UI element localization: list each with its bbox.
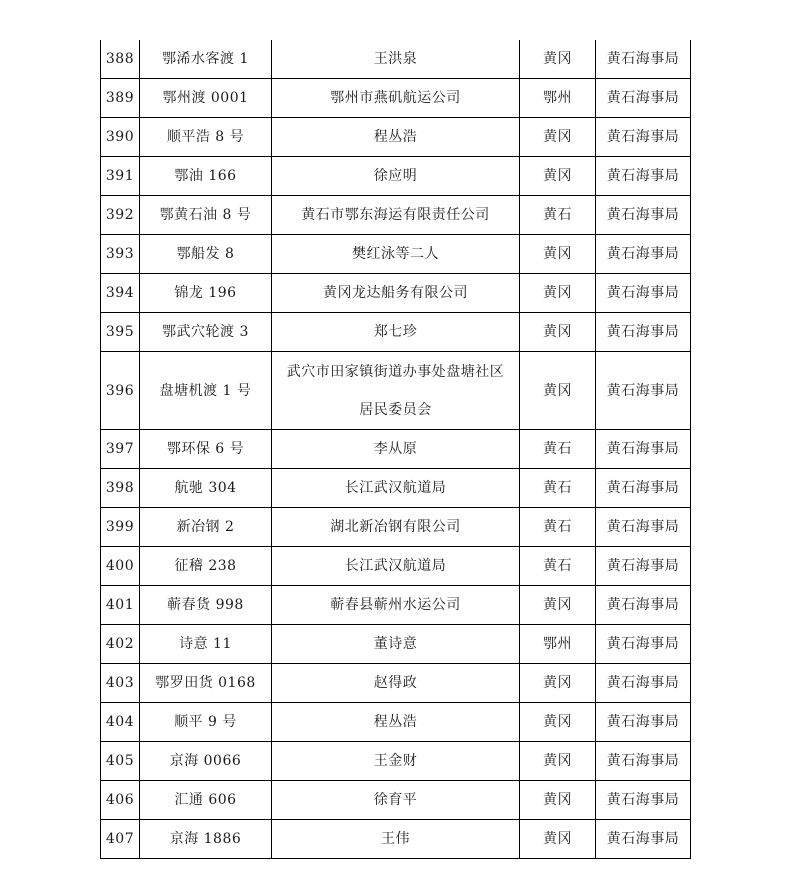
authority: 黄石海事局 bbox=[596, 547, 691, 586]
owner-name: 程丛浩 bbox=[272, 703, 520, 742]
table-row bbox=[101, 820, 691, 859]
row-number: 406 bbox=[101, 781, 140, 820]
ship-name: 顺平浩 8 号 bbox=[140, 118, 272, 157]
table-row bbox=[101, 196, 691, 235]
authority: 黄石海事局 bbox=[596, 157, 691, 196]
ship-name: 锦龙 196 bbox=[140, 274, 272, 313]
owner-name: 李从原 bbox=[272, 430, 520, 469]
owner-name: 鄂州市燕矶航运公司 bbox=[272, 79, 520, 118]
table-row bbox=[101, 469, 691, 508]
table-row bbox=[101, 352, 691, 430]
table-row bbox=[101, 79, 691, 118]
ship-name: 盘塘机渡 1 号 bbox=[140, 352, 272, 430]
authority: 黄石海事局 bbox=[596, 742, 691, 781]
ship-name: 鄂环保 6 号 bbox=[140, 430, 272, 469]
owner-name: 黄石市鄂东海运有限责任公司 bbox=[272, 196, 520, 235]
table-row bbox=[101, 157, 691, 196]
row-number: 396 bbox=[101, 352, 140, 430]
region: 鄂州 bbox=[520, 79, 596, 118]
authority: 黄石海事局 bbox=[596, 118, 691, 157]
table-row bbox=[101, 40, 691, 79]
region: 黄石 bbox=[520, 430, 596, 469]
row-number: 404 bbox=[101, 703, 140, 742]
row-number: 402 bbox=[101, 625, 140, 664]
region: 黄冈 bbox=[520, 274, 596, 313]
authority: 黄石海事局 bbox=[596, 703, 691, 742]
row-number: 393 bbox=[101, 235, 140, 274]
table-row bbox=[101, 313, 691, 352]
owner-name: 长江武汉航道局 bbox=[272, 547, 520, 586]
row-number: 407 bbox=[101, 820, 140, 859]
region: 黄石 bbox=[520, 547, 596, 586]
authority: 黄石海事局 bbox=[596, 40, 691, 79]
row-number: 390 bbox=[101, 118, 140, 157]
row-number: 397 bbox=[101, 430, 140, 469]
ship-name: 征稽 238 bbox=[140, 547, 272, 586]
region: 黄冈 bbox=[520, 742, 596, 781]
region: 黄冈 bbox=[520, 118, 596, 157]
table-row bbox=[101, 625, 691, 664]
region: 黄冈 bbox=[520, 820, 596, 859]
row-number: 391 bbox=[101, 157, 140, 196]
region: 黄冈 bbox=[520, 40, 596, 79]
ship-name: 新冶钢 2 bbox=[140, 508, 272, 547]
row-number: 394 bbox=[101, 274, 140, 313]
owner-name: 徐育平 bbox=[272, 781, 520, 820]
table-row bbox=[101, 430, 691, 469]
table-row bbox=[101, 274, 691, 313]
table-row bbox=[101, 742, 691, 781]
region: 黄冈 bbox=[520, 352, 596, 430]
region: 鄂州 bbox=[520, 625, 596, 664]
owner-name: 蕲春县蕲州水运公司 bbox=[272, 586, 520, 625]
row-number: 389 bbox=[101, 79, 140, 118]
table-row bbox=[101, 664, 691, 703]
authority: 黄石海事局 bbox=[596, 586, 691, 625]
ship-name: 京海 1886 bbox=[140, 820, 272, 859]
region: 黄冈 bbox=[520, 157, 596, 196]
owner-name: 湖北新冶钢有限公司 bbox=[272, 508, 520, 547]
table-row bbox=[101, 235, 691, 274]
table-row bbox=[101, 508, 691, 547]
row-number: 395 bbox=[101, 313, 140, 352]
row-number: 398 bbox=[101, 469, 140, 508]
authority: 黄石海事局 bbox=[596, 469, 691, 508]
owner-name: 徐应明 bbox=[272, 157, 520, 196]
authority: 黄石海事局 bbox=[596, 274, 691, 313]
region: 黄冈 bbox=[520, 586, 596, 625]
ship-name: 鄂船发 8 bbox=[140, 235, 272, 274]
row-number: 405 bbox=[101, 742, 140, 781]
ship-name: 蕲春货 998 bbox=[140, 586, 272, 625]
region: 黄石 bbox=[520, 196, 596, 235]
ship-name: 鄂武穴轮渡 3 bbox=[140, 313, 272, 352]
authority: 黄石海事局 bbox=[596, 430, 691, 469]
ship-name: 鄂州渡 0001 bbox=[140, 79, 272, 118]
ship-name: 鄂浠水客渡 1 bbox=[140, 40, 272, 79]
authority: 黄石海事局 bbox=[596, 820, 691, 859]
ship-name: 航驰 304 bbox=[140, 469, 272, 508]
owner-name: 黄冈龙达船务有限公司 bbox=[272, 274, 520, 313]
ship-name: 顺平 9 号 bbox=[140, 703, 272, 742]
ship-name: 鄂黄石油 8 号 bbox=[140, 196, 272, 235]
owner-name: 王金财 bbox=[272, 742, 520, 781]
table-row bbox=[101, 586, 691, 625]
region: 黄石 bbox=[520, 469, 596, 508]
region: 黄冈 bbox=[520, 664, 596, 703]
authority: 黄石海事局 bbox=[596, 508, 691, 547]
row-number: 403 bbox=[101, 664, 140, 703]
owner-name: 王洪泉 bbox=[272, 40, 520, 79]
ship-name: 鄂罗田货 0168 bbox=[140, 664, 272, 703]
ship-name: 诗意 11 bbox=[140, 625, 272, 664]
authority: 黄石海事局 bbox=[596, 79, 691, 118]
region: 黄冈 bbox=[520, 235, 596, 274]
authority: 黄石海事局 bbox=[596, 664, 691, 703]
authority: 黄石海事局 bbox=[596, 235, 691, 274]
owner-name: 郑七珍 bbox=[272, 313, 520, 352]
row-number: 388 bbox=[101, 40, 140, 79]
authority: 黄石海事局 bbox=[596, 625, 691, 664]
authority: 黄石海事局 bbox=[596, 352, 691, 430]
owner-name: 武穴市田家镇街道办事处盘塘社区居民委员会 bbox=[272, 352, 520, 430]
owner-name: 赵得政 bbox=[272, 664, 520, 703]
region: 黄冈 bbox=[520, 703, 596, 742]
owner-name: 樊红泳等二人 bbox=[272, 235, 520, 274]
row-number: 399 bbox=[101, 508, 140, 547]
region: 黄冈 bbox=[520, 781, 596, 820]
ship-name: 京海 0066 bbox=[140, 742, 272, 781]
table-row bbox=[101, 703, 691, 742]
authority: 黄石海事局 bbox=[596, 781, 691, 820]
table-body bbox=[101, 40, 691, 859]
owner-name: 董诗意 bbox=[272, 625, 520, 664]
ship-name: 汇通 606 bbox=[140, 781, 272, 820]
row-number: 400 bbox=[101, 547, 140, 586]
row-number: 392 bbox=[101, 196, 140, 235]
table-row bbox=[101, 547, 691, 586]
ship-registry-table bbox=[100, 40, 691, 859]
region: 黄石 bbox=[520, 508, 596, 547]
owner-name: 王伟 bbox=[272, 820, 520, 859]
row-number: 401 bbox=[101, 586, 140, 625]
authority: 黄石海事局 bbox=[596, 196, 691, 235]
ship-name: 鄂油 166 bbox=[140, 157, 272, 196]
authority: 黄石海事局 bbox=[596, 313, 691, 352]
table-row bbox=[101, 781, 691, 820]
region: 黄冈 bbox=[520, 313, 596, 352]
table-row bbox=[101, 118, 691, 157]
owner-name: 程丛浩 bbox=[272, 118, 520, 157]
owner-name: 长江武汉航道局 bbox=[272, 469, 520, 508]
